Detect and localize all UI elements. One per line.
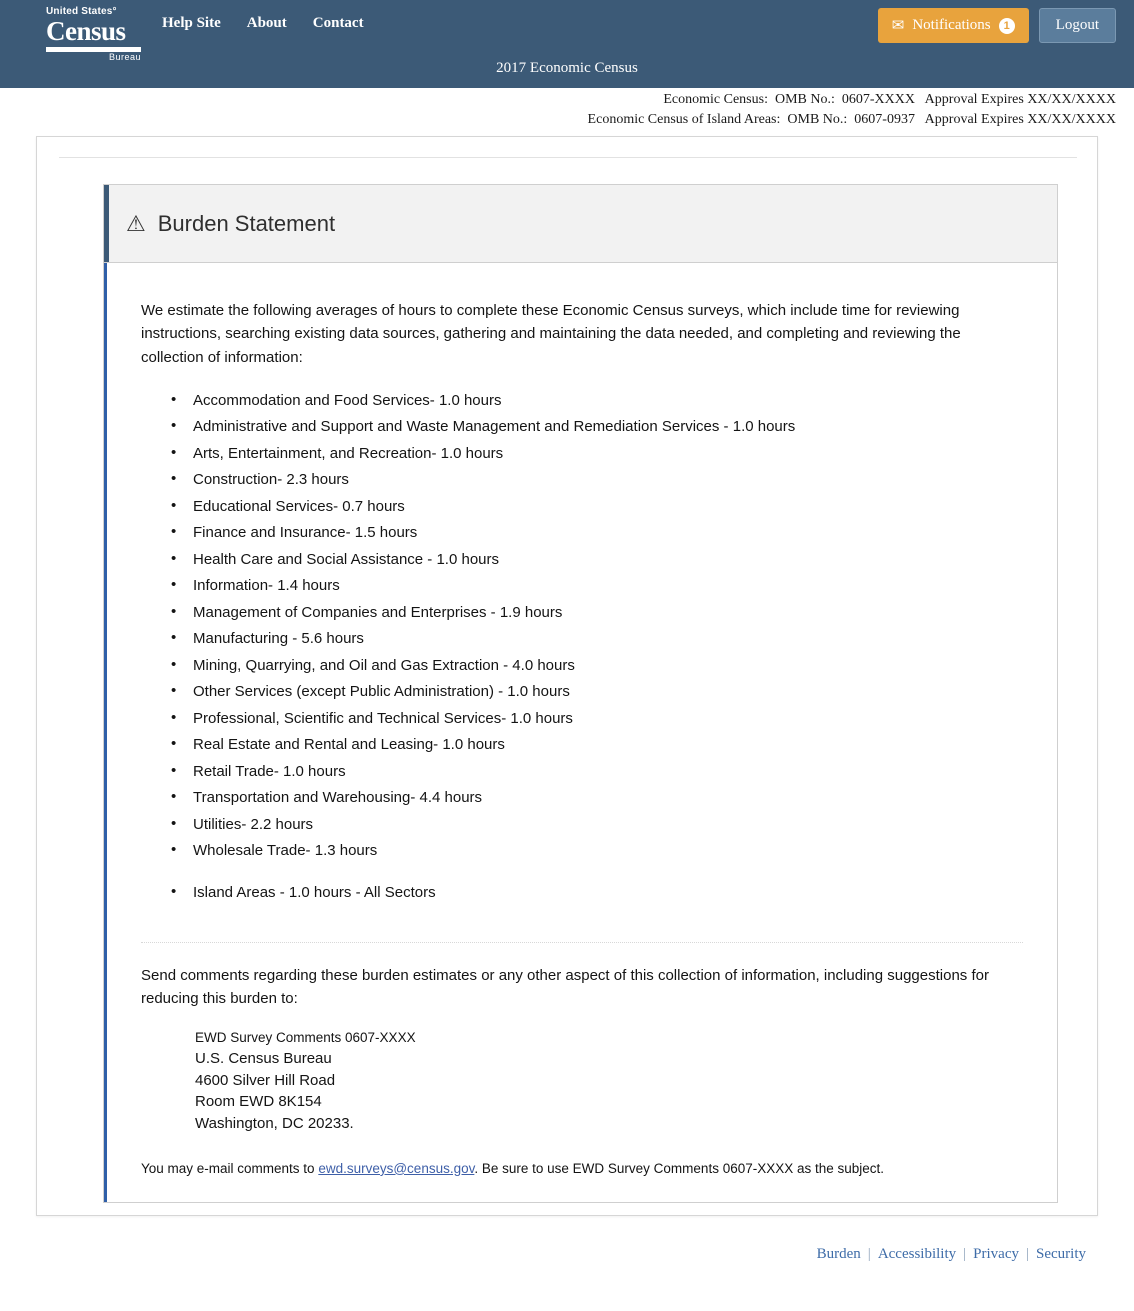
card-divider: [59, 157, 1077, 158]
main-nav: [162, 15, 364, 32]
logo-bureau-text: Bureau: [108, 52, 141, 62]
burden-hours-list: [167, 391, 1023, 903]
email-suffix-text: . Be sure to use EWD Survey Comments 0607-XXXX as the subject.: [474, 1160, 885, 1176]
nav-item-contact[interactable]: Contact: [312, 15, 364, 31]
footer-separator: |: [867, 1246, 871, 1262]
list-item: • Mining, Quarrying, and Oil and Gas Extraction - 4.0 hours: [167, 656, 1023, 676]
content-card: [36, 136, 1098, 1216]
list-item-island-areas: • Island Areas - 1.0 hours - All Sectors: [167, 883, 1023, 903]
mailing-address: [195, 1028, 1023, 1135]
logo-main-text: Census: [46, 16, 126, 46]
logout-button[interactable]: Logout: [1039, 8, 1116, 43]
nav-item-help-site[interactable]: Help Site: [162, 15, 221, 31]
site-footer: [817, 1246, 1086, 1263]
list-item: • Utilities- 2.2 hours: [167, 815, 1023, 835]
site-header: [0, 0, 1134, 88]
list-item: • Other Services (except Public Administration) - 1.0 hours: [167, 682, 1023, 702]
footer-link-security[interactable]: Security: [1036, 1246, 1086, 1262]
warning-icon: ⚠: [126, 210, 146, 236]
list-item: • Manufacturing - 5.6 hours: [167, 629, 1023, 649]
header-actions: [878, 8, 1116, 43]
panel-body: [104, 263, 1057, 1202]
footer-link-accessibility[interactable]: Accessibility: [877, 1246, 957, 1262]
notifications-label: Notifications: [912, 17, 991, 33]
list-item: • Accommodation and Food Services- 1.0 hours: [167, 391, 1023, 411]
list-item: • Health Care and Social Assistance - 1.0 hours: [167, 550, 1023, 570]
omb-line-2: Economic Census of Island Areas: OMB No.: 0607-0937 Approval Expires XX/XX/XXXX: [587, 112, 1116, 128]
email-prefix-text: You may e-mail comments to: [141, 1160, 319, 1176]
list-item: • Management of Companies and Enterprises - 1.9 hours: [167, 603, 1023, 623]
list-item: • Administrative and Support and Waste Management and Remediation Services - 1.0 hours: [167, 417, 1023, 437]
envelope-icon: ✉: [891, 18, 905, 34]
footer-separator: |: [1025, 1246, 1029, 1262]
list-item: • Information- 1.4 hours: [167, 576, 1023, 596]
list-item: • Professional, Scientific and Technical Services- 1.0 hours: [167, 709, 1023, 729]
list-item: • Wholesale Trade- 1.3 hours: [167, 841, 1023, 861]
email-link[interactable]: ewd.surveys@census.gov: [318, 1160, 475, 1176]
list-item: • Real Estate and Rental and Leasing- 1.0 hours: [167, 735, 1023, 755]
footer-link-burden[interactable]: Burden: [816, 1246, 861, 1262]
list-item: • Construction- 2.3 hours: [167, 470, 1023, 490]
notifications-button[interactable]: [878, 8, 1029, 43]
address-line-5: Washington, DC 20233.: [195, 1115, 354, 1133]
address-line-1: EWD Survey Comments 0607-XXXX: [195, 1030, 416, 1046]
list-item: • Educational Services- 0.7 hours: [167, 497, 1023, 517]
footer-separator: |: [963, 1246, 967, 1262]
notifications-count-badge: 1: [999, 18, 1015, 34]
address-line-4: Room EWD 8K154: [195, 1093, 322, 1111]
list-item: • Transportation and Warehousing- 4.4 hours: [167, 788, 1023, 808]
section-divider: [141, 942, 1023, 943]
page-subtitle: 2017 Economic Census: [496, 60, 638, 76]
footer-link-privacy[interactable]: Privacy: [973, 1246, 1019, 1262]
burden-statement-panel: [103, 184, 1058, 1203]
logo-top-text: United States°: [46, 6, 117, 17]
email-instructions: [141, 1161, 1023, 1176]
address-line-2: U.S. Census Bureau: [195, 1049, 332, 1067]
omb-notice: [588, 90, 1116, 131]
list-item: • Finance and Insurance- 1.5 hours: [167, 523, 1023, 543]
omb-line-1: Economic Census: OMB No.: 0607-XXXX Approval Expires XX/XX/XXXX: [663, 92, 1116, 107]
list-item: • Arts, Entertainment, and Recreation- 1.0 hours: [167, 444, 1023, 464]
nav-item-about[interactable]: About: [246, 15, 287, 31]
list-item: • Retail Trade- 1.0 hours: [167, 762, 1023, 782]
page-title: Burden Statement: [157, 210, 336, 236]
address-line-3: 4600 Silver Hill Road: [195, 1071, 336, 1089]
panel-header: [104, 185, 1057, 263]
census-logo[interactable]: [46, 6, 141, 62]
intro-paragraph: We estimate the following averages of hours to complete these Economic Census surveys, which include time for reviewing instructions, searching existing data sources, gathering and maintaining the data needed, and completing and reviewing the collection of information:: [141, 302, 961, 366]
send-comments-paragraph: Send comments regarding these burden estimates or any other aspect of this collection of information, including suggestions for reducing this burden to:: [141, 967, 989, 1007]
